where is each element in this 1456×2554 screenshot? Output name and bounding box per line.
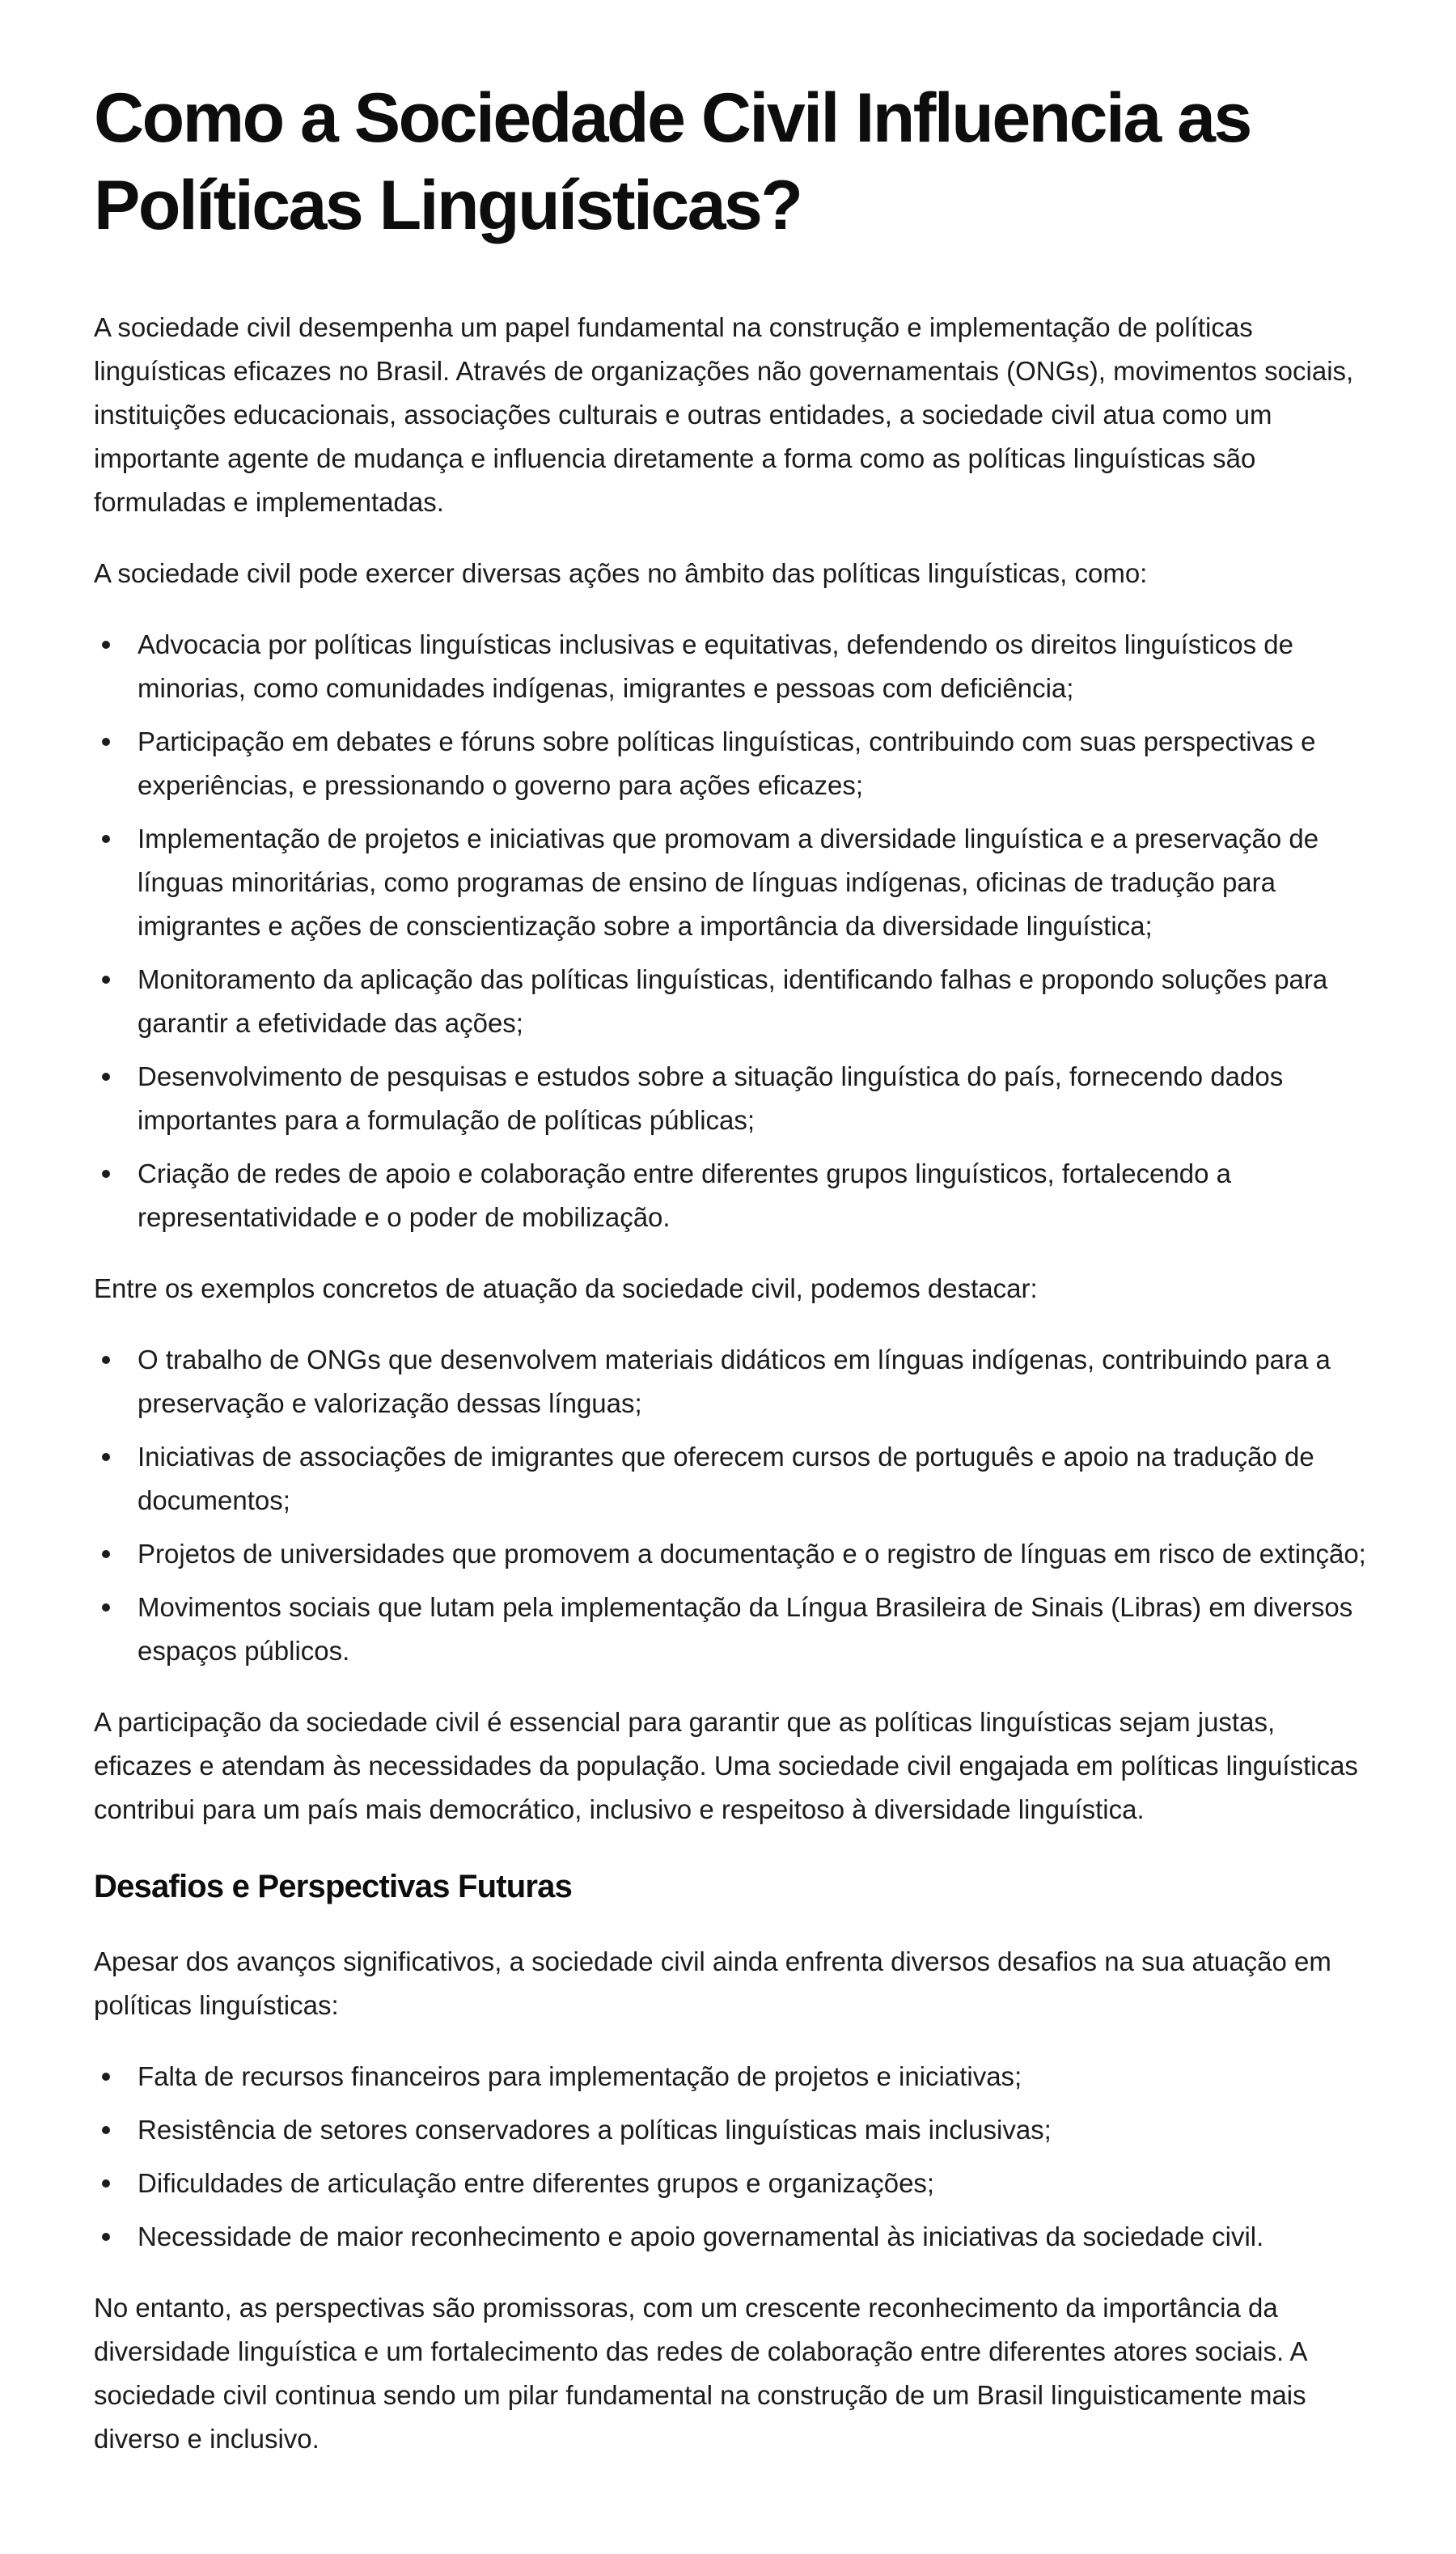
list-item: O trabalho de ONGs que desenvolvem materiais didáticos em línguas indígenas, contribuindo para a preservação e valorização dessas línguas; (94, 1338, 1372, 1425)
examples-list (94, 1338, 1372, 1673)
list-item: Iniciativas de associações de imigrantes que oferecem cursos de português e apoio na tradução de documentos; (94, 1435, 1372, 1523)
list-item: Criação de redes de apoio e colaboração entre diferentes grupos linguísticos, fortalecendo a representatividade e o poder de mobilização. (94, 1152, 1372, 1239)
list-item: Advocacia por políticas linguísticas inclusivas e equitativas, defendendo os direitos linguísticos de minorias, como comunidades indígenas, imigrantes e pessoas com deficiência; (94, 623, 1372, 710)
conclusion-paragraph: No entanto, as perspectivas são promissoras, com um crescente reconhecimento da importância da diversidade linguística e um fortalecimento das redes de colaboração entre diferentes atores sociais. A sociedade civil continua sendo um pilar fundamental na construção de um Brasil linguisticamente mais diverso e inclusivo. (94, 2293, 1306, 2454)
actions-lead-paragraph: A sociedade civil pode exercer diversas ações no âmbito das políticas linguísticas, como: (94, 558, 1148, 588)
participation-paragraph: A participação da sociedade civil é essencial para garantir que as políticas linguísticas sejam justas, eficazes e atendam às necessidades da população. Uma sociedade civil engajada em políticas linguísticas contribui para um país mais democrático, inclusivo e respeitoso à diversidade linguística. (94, 1707, 1358, 1824)
article (94, 74, 1372, 2488)
list-item: Desenvolvimento de pesquisas e estudos sobre a situação linguística do país, fornecendo dados importantes para a formulação de políticas públicas; (94, 1055, 1372, 1142)
list-item: Movimentos sociais que lutam pela implementação da Língua Brasileira de Sinais (Libras) em diversos espaços públicos. (94, 1586, 1372, 1673)
list-item: Implementação de projetos e iniciativas que promovam a diversidade linguística e a preservação de línguas minoritárias, como programas de ensino de línguas indígenas, oficinas de tradução para imigrantes e ações de conscientização sobre a importância da diversidade linguística; (94, 817, 1372, 948)
actions-list (94, 623, 1372, 1239)
list-item: Projetos de universidades que promovem a documentação e o registro de línguas em risco de extinção; (94, 1532, 1372, 1576)
section-heading-challenges: Desafios e Perspectivas Futuras (94, 1869, 573, 1904)
intro-paragraph: A sociedade civil desempenha um papel fundamental na construção e implementação de políticas linguísticas eficazes no Brasil. Através de organizações não governamentais (ONGs), movimentos sociais, instituições educacionais, associações culturais e outras entidades, a sociedade civil atua como um importante agente de mudança e influencia diretamente a forma como as políticas linguísticas são formuladas e implementadas. (94, 312, 1354, 517)
list-item: Falta de recursos financeiros para implementação de projetos e iniciativas; (94, 2055, 1372, 2099)
list-item: Participação em debates e fóruns sobre políticas linguísticas, contribuindo com suas perspectivas e experiências, e pressionando o governo para ações eficazes; (94, 720, 1372, 807)
challenges-lead-paragraph: Apesar dos avanços significativos, a sociedade civil ainda enfrenta diversos desafios na sua atuação em políticas linguísticas: (94, 1946, 1331, 2020)
list-item: Monitoramento da aplicação das políticas linguísticas, identificando falhas e propondo soluções para garantir a efetividade das ações; (94, 958, 1372, 1045)
list-item: Necessidade de maior reconhecimento e apoio governamental às iniciativas da sociedade civil. (94, 2215, 1372, 2259)
list-item: Resistência de setores conservadores a políticas linguísticas mais inclusivas; (94, 2108, 1372, 2152)
examples-lead-paragraph: Entre os exemplos concretos de atuação da sociedade civil, podemos destacar: (94, 1273, 1038, 1303)
challenges-list (94, 2055, 1372, 2259)
list-item: Dificuldades de articulação entre diferentes grupos e organizações; (94, 2162, 1372, 2205)
page-title: Como a Sociedade Civil Influencia as Políticas Linguísticas? (94, 79, 1251, 244)
